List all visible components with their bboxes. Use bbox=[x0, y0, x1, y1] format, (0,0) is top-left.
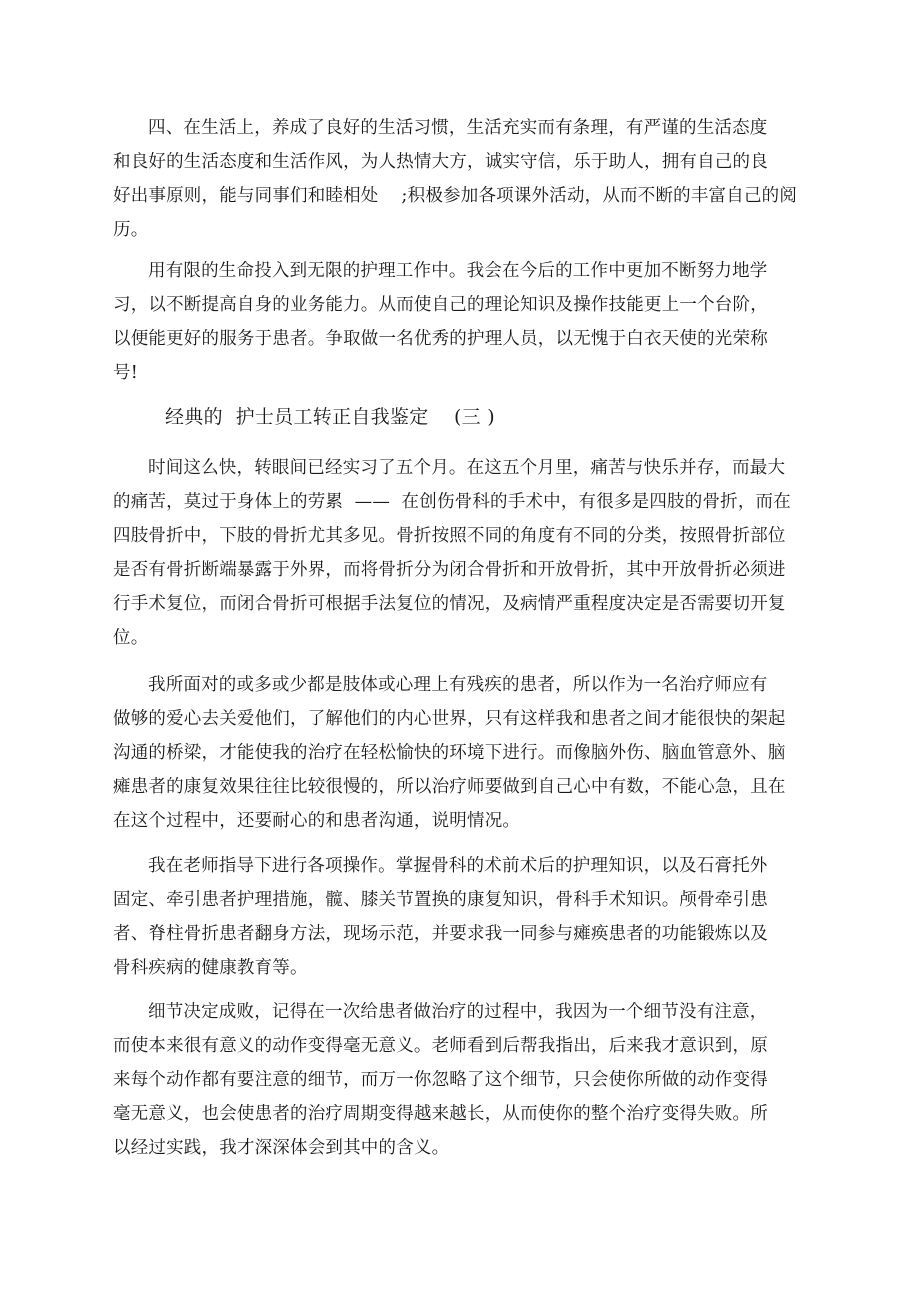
text-line: 我所面对的或多或少都是肢体或心理上有残疾的患者，所以作为一名治疗师应有 bbox=[148, 675, 768, 695]
text-line: 来每个动作都有要注意的细节，而万一你忽略了这个细节，只会使你所做的动作变得 bbox=[113, 1070, 768, 1090]
text-line: 以便能更好的服务于患者。争取做一名优秀的护理人员，以无愧于白衣天使的光荣称 bbox=[113, 329, 768, 349]
text-line: 号! bbox=[113, 363, 138, 383]
text-line: 者、脊柱骨折患者翻身方法，现场示范，并要求我一同参与瘫痪患者的功能锻炼以及 bbox=[113, 924, 768, 944]
text-line: 固定、牵引患者护理措施，髋、膝关节置换的康复知识，骨科手术知识。颅骨牵引患 bbox=[113, 890, 768, 910]
text-line: 的痛苦，莫过于身体上的劳累 —— 在创伤骨科的手术中，有很多是四肢的骨折，而在 bbox=[113, 492, 791, 512]
text-line: 而使本来很有意义的动作变得毫无意义。老师看到后帮我指出，后来我才意识到，原 bbox=[113, 1036, 768, 1056]
text-line: 瘫患者的康复效果往往比较很慢的，所以治疗师要做到自己心中有数，不能心急，且在 bbox=[113, 777, 786, 797]
text-line: 习，以不断提高自身的业务能力。从而使自己的理论知识及操作技能更上一个台阶， bbox=[113, 295, 768, 315]
text-line: 在这个过程中，还要耐心的和患者沟通，说明情况。 bbox=[113, 811, 521, 831]
text-line: 位。 bbox=[113, 628, 149, 648]
text-line: 和良好的生活态度和生活作风，为人热情大方，诚实守信，乐于助人，拥有自己的良 bbox=[113, 152, 768, 172]
paragraph-lifestyle bbox=[113, 111, 798, 247]
text-line: 四、在生活上，养成了良好的生活习惯，生活充实而有条理，有严谨的生活态度 bbox=[148, 118, 768, 138]
text-line: 是否有骨折断端暴露于外界，而将骨折分为闭合骨折和开放骨折，其中开放骨折必须进 bbox=[113, 560, 786, 580]
paragraph-commitment bbox=[113, 254, 783, 390]
text-line: 细节决定成败，记得在一次给患者做治疗的过程中，我因为一个细节没有注意， bbox=[148, 1002, 768, 1022]
text-line: 历。 bbox=[113, 220, 149, 240]
paragraph-internship bbox=[113, 451, 791, 655]
text-line: 做够的爱心去关爱他们，了解他们的内心世界，只有这样我和患者之间才能很快的架起 bbox=[113, 709, 786, 729]
text-line: 四肢骨折中，下肢的骨折尤其多见。骨折按照不同的角度有不同的分类，按照骨折部位 bbox=[113, 526, 786, 546]
text-line: 行手术复位，而闭合骨折可根据手法复位的情况，及病情严重程度决定是否需要切开复 bbox=[113, 594, 786, 614]
text-line: 用有限的生命投入到无限的护理工作中。我会在今后的工作中更加不断努力地学 bbox=[148, 261, 768, 281]
text-line: 时间这么快，转眼间已经实习了五个月。在这五个月里，痛苦与快乐并存，而最大 bbox=[148, 458, 786, 478]
paragraph-patients bbox=[113, 668, 786, 838]
text-line: 毫无意义，也会使患者的治疗周期变得越来越长，从而使你的整个治疗变得失败。所 bbox=[113, 1104, 768, 1124]
text-line: 我在老师指导下进行各项操作。掌握骨科的术前术后的护理知识，以及石膏托外 bbox=[148, 856, 768, 876]
text-line: 骨科疾病的健康教育等。 bbox=[113, 958, 308, 978]
section-title: 经典的 护士员工转正自我鉴定 (三 ) bbox=[165, 406, 496, 428]
text-line: 沟通的桥梁，才能使我的治疗在轻松愉快的环境下进行。而像脑外伤、脑血管意外、脑 bbox=[113, 743, 786, 763]
text-line: 以经过实践，我才深深体会到其中的含义。 bbox=[113, 1138, 450, 1158]
paragraph-details bbox=[113, 995, 783, 1165]
text-line: 好出事原则，能与同事们和睦相处 ;积极参加各项课外活动，从而不断的丰富自己的阅 bbox=[113, 186, 798, 206]
paragraph-operations bbox=[113, 849, 783, 985]
